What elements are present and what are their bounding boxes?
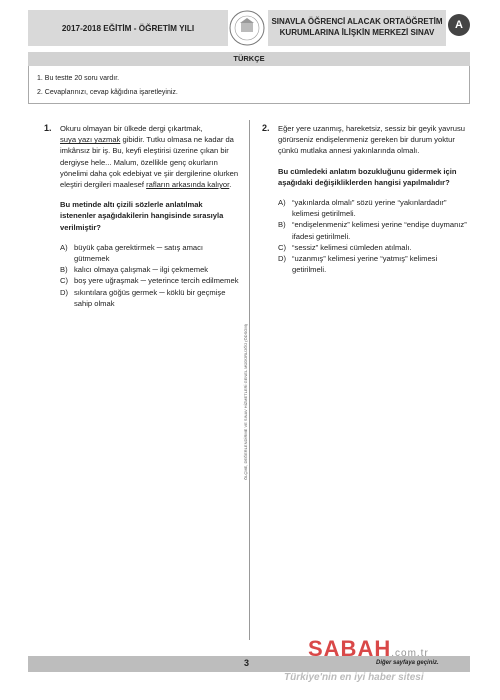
column-divider [249,120,250,640]
option-letter: B) [60,265,68,275]
option-text: sıkıntılara göğüs germek ─ köklü bir geçmişe sahip olmak [74,287,226,308]
watermark-brand: SABAH [308,636,392,661]
question-1 [44,123,240,309]
question-prompt: Bu metinde altı çizili sözlerle anlatılmak istenenler aşağıdakilerin hangisinde sırasıyla verilmiştir? [60,200,224,232]
meb-logo-icon [228,8,266,48]
header-title [268,10,446,46]
header-year: 2017-2018 EĞİTİM - ÖĞRETİM YILI [28,10,228,46]
option-a[interactable] [278,197,468,219]
watermark-domain: .com.tr [391,648,429,659]
option-letter: A) [60,242,68,252]
option-d[interactable] [278,253,468,275]
option-c[interactable] [60,275,240,286]
option-letter: C) [278,242,287,252]
option-b[interactable] [278,219,468,241]
header-title-line2: KURUMLARINA İLİŞKİN MERKEZİ SINAV [279,28,435,37]
side-vertical-text: ÖLÇME, DEĞERLENDİRME VE SINAV HİZMETLERİ GENEL MÜDÜRLÜĞÜ (ÖDSGM) [243,323,248,480]
option-text: “uzanmış” kelimesi yerine “yatmış” kelimesi getirilmeli. [292,254,438,275]
page-number: 3 [244,658,250,668]
option-text: kalıcı olmaya çalışmak ─ ilgi çekmemek [74,265,209,275]
question-text [60,123,240,190]
watermark-slogan: Türkiye'nin en iyi haber sitesi [284,672,424,683]
underlined-phrase-2: rafların arkasında kalıyor [146,180,230,190]
question-text: Eğer yere uzanmış, hareketsiz, sessiz bir geyik yavrusu görürseniz endişelenmeniz gereken bir durum yoktur çünkü mutlaka annesi yakınlarında olmalı. [278,124,465,156]
option-text: “endişelenmeniz” kelimesi yerine “endişe duymanız” ifadesi getirilmeli. [292,220,467,241]
option-text: “sessiz” kelimesi cümleden atılmalı. [292,242,412,252]
question-number: 1. [44,123,52,133]
text-part: . [229,180,232,190]
sabah-watermark [308,636,429,662]
header-title-line1: SINAVLA ÖĞRENCİ ALACAK ORTAÖĞRETİM [271,17,443,26]
option-text: “yakınlarda olmalı” sözü yerine “yakınlardadır” kelimesi getirilmeli. [292,198,447,219]
option-letter: A) [278,198,286,208]
option-letter: C) [60,276,69,286]
option-text: boş yere uğraşmak ─ yeterince tercih edilmemek [74,276,239,286]
option-letter: D) [60,287,69,297]
option-d[interactable] [60,287,240,309]
option-text: büyük çaba gerektirmek ─ satış amacı gütmemek [74,242,204,264]
next-page-note: Diğer sayfaya geçiniz. [376,660,439,666]
rule-2: 2. Cevaplarınızı, cevap kâğıdına işaretleyiniz. [37,89,178,96]
option-b[interactable] [60,264,240,275]
underlined-phrase-1: suya yazı yazmak [60,135,121,145]
option-letter: D) [278,254,287,264]
booklet-badge: A [448,14,470,36]
question-number: 2. [262,123,270,133]
subject-title: TÜRKÇE [28,52,470,66]
text-part: gibidir. Tutku olmasa ne kadar da imkânsız bir iş. Bu, keyfi eleştirisi üzerine çıkan bir dergiyse hele... Malum, özellikle genç okurların yönelimi daha çok edebiyat ve şiir dergilerine olurken eleştiri dergileri maalesef [60,135,239,190]
question-prompt: Bu cümledeki anlatım bozukluğunu gidermek için aşağıdaki değişikliklerden hangisi yapılmalıdır? [278,166,457,187]
option-letter: B) [278,220,286,230]
rule-1: 1. Bu testte 20 soru vardır. [37,75,120,82]
question-2 [262,123,468,275]
text-part: Okuru olmayan bir ülkede dergi çıkartmak, [60,124,203,133]
option-a[interactable] [60,242,240,264]
option-c[interactable] [278,242,468,253]
rules-box [28,66,470,104]
